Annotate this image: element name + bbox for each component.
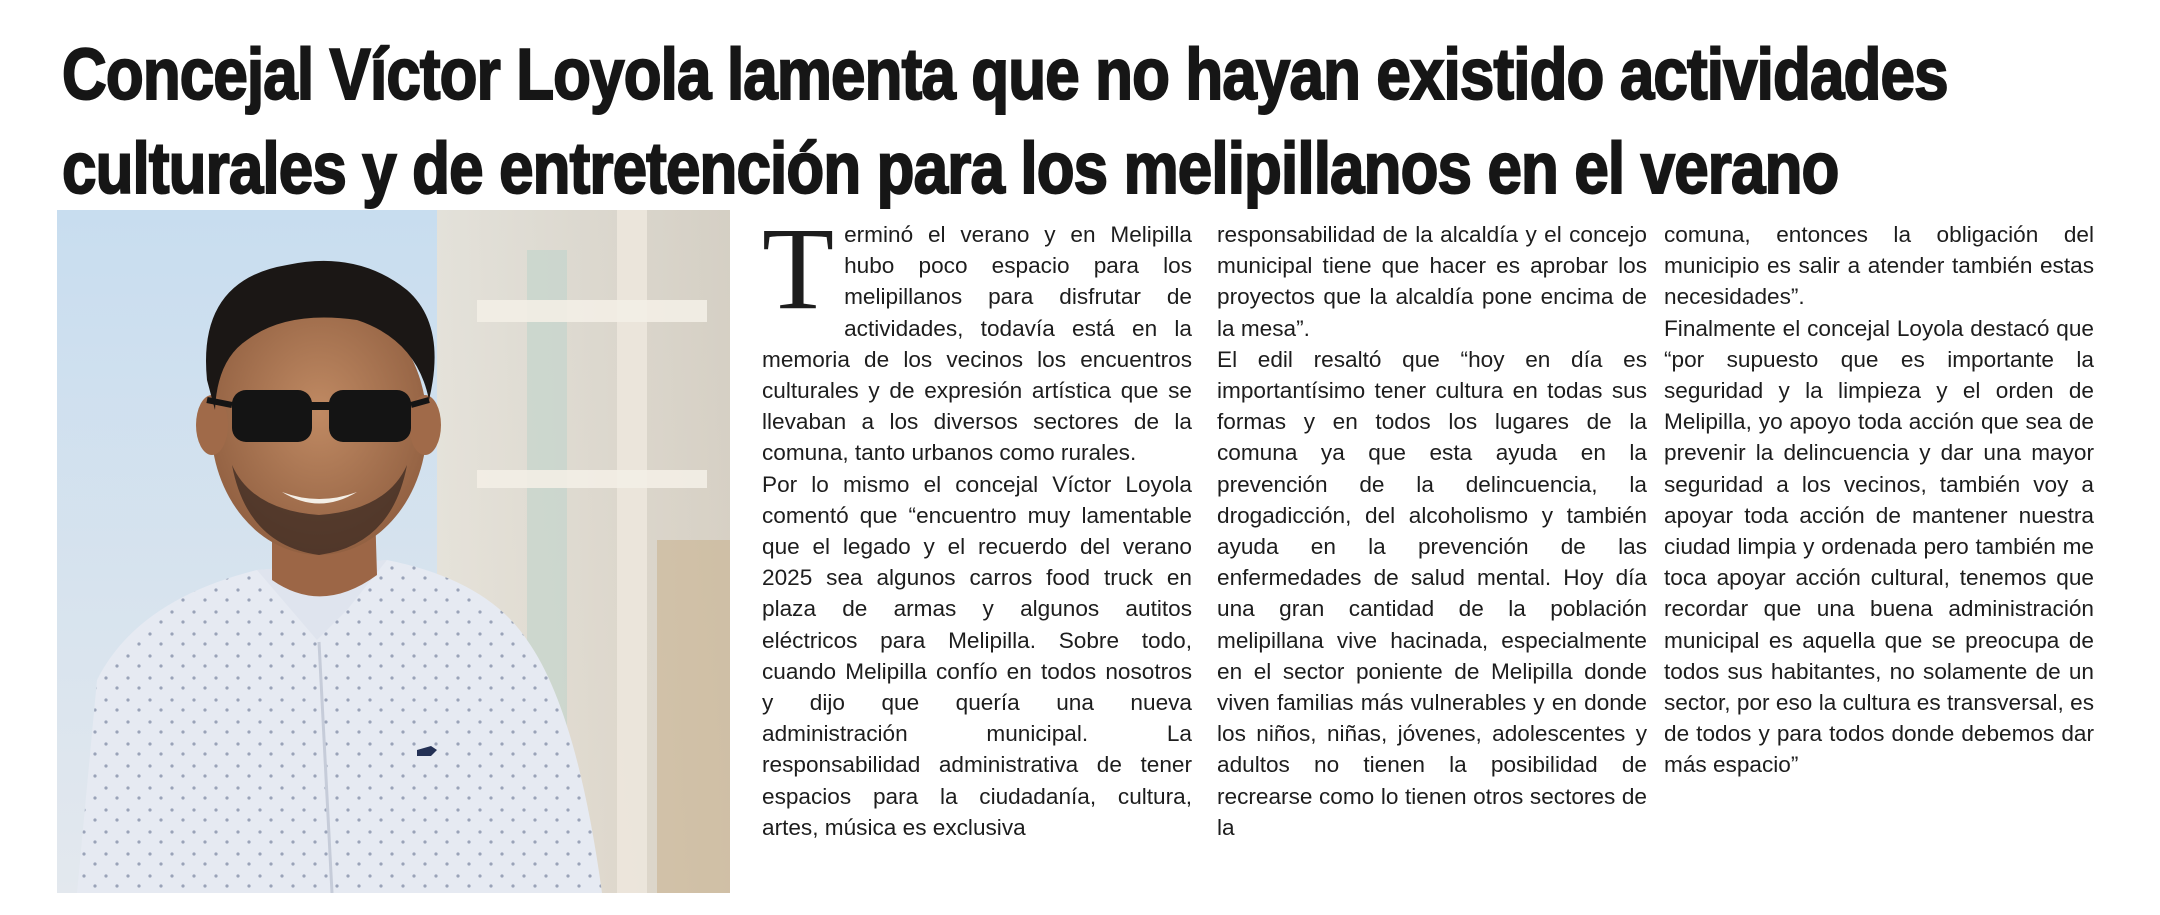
headline-line-1: Concejal Víctor Loyola lamenta que no hayan existido actividades [62,35,1948,115]
article-column-1 [762,203,1192,843]
article-headline [62,28,1948,216]
article-paragraph: El edil resaltó que “hoy en día es importantísimo tener cultura en todas sus formas y en todos los lugares de la comuna ya que esta ayuda en la prevención de la delincuencia, la drogadicción, del alcoholismo y también ayuda en la prevención de las enfermedades de salud mental. Hoy día una gran cantidad de la población melipillana vive hacinada, especialmente en el sector poniente de Melipilla donde viven familias más vulnerables y en donde los niños, niñas, jóvenes, adolescentes y adultos no tienen la posibilidad de recrearse como lo tienen otros sectores de la [1217,346,1647,840]
article-paragraph: responsabilidad de la alcaldía y el concejo municipal tiene que hacer es aprobar los proyectos que la alcaldía pone encima de la mesa”. [1217,222,1647,341]
article-intro-paragraph: erminó el verano y en Melipilla hubo poco espacio para los melipillanos para disfrutar de actividades, todavía está en la memoria de los vecinos los encuentros culturales y de expresión artística que se llevaban a los diversos sectores de la comuna, tanto urbanos como rurales. [762,222,1192,466]
article-paragraph: Por lo mismo el concejal Víctor Loyola comentó que “encuentro muy lamentable que el legado y el recuerdo del verano 2025 sea algunos carros food truck en plaza de armas y algunos autitos eléctricos para Melipilla. Sobre todo, cuando Melipilla confío en todos nosotros y dijo que quería una nueva administración municipal. La responsabilidad administrativa de tener espacios para la ciudadanía, cultura, artes, música es exclusiva [762,471,1192,840]
portrait-illustration [57,210,730,893]
article-paragraph: Finalmente el concejal Loyola destacó que “por supuesto que es importante la seguridad y la limpieza y el orden de Melipilla, yo apoyo toda acción que sea de prevenir la delincuencia y dar una mayor seguridad a los vecinos, también voy a apoyar toda acción de mantener nuestra ciudad limpia y ordenada pero también me toca apoyar acción cultural, tenemos que recordar que una buena administración municipal es aquella que se preocupa de todos sus habitantes, no solamente de un sector, por eso la cultura es transversal, es de todos y para todos donde debemos dar más espacio” [1664,315,2094,778]
drop-cap: T [762,203,835,334]
article-column-2 [1217,219,1647,843]
headline-line-2: culturales y de entretención para los melipillanos en el verano [62,129,1839,209]
article-photo [57,210,730,893]
article-column-3 [1664,219,2094,781]
article-paragraph: comuna, entonces la obligación del municipio es salir a atender también estas necesidades”. [1664,222,2094,310]
